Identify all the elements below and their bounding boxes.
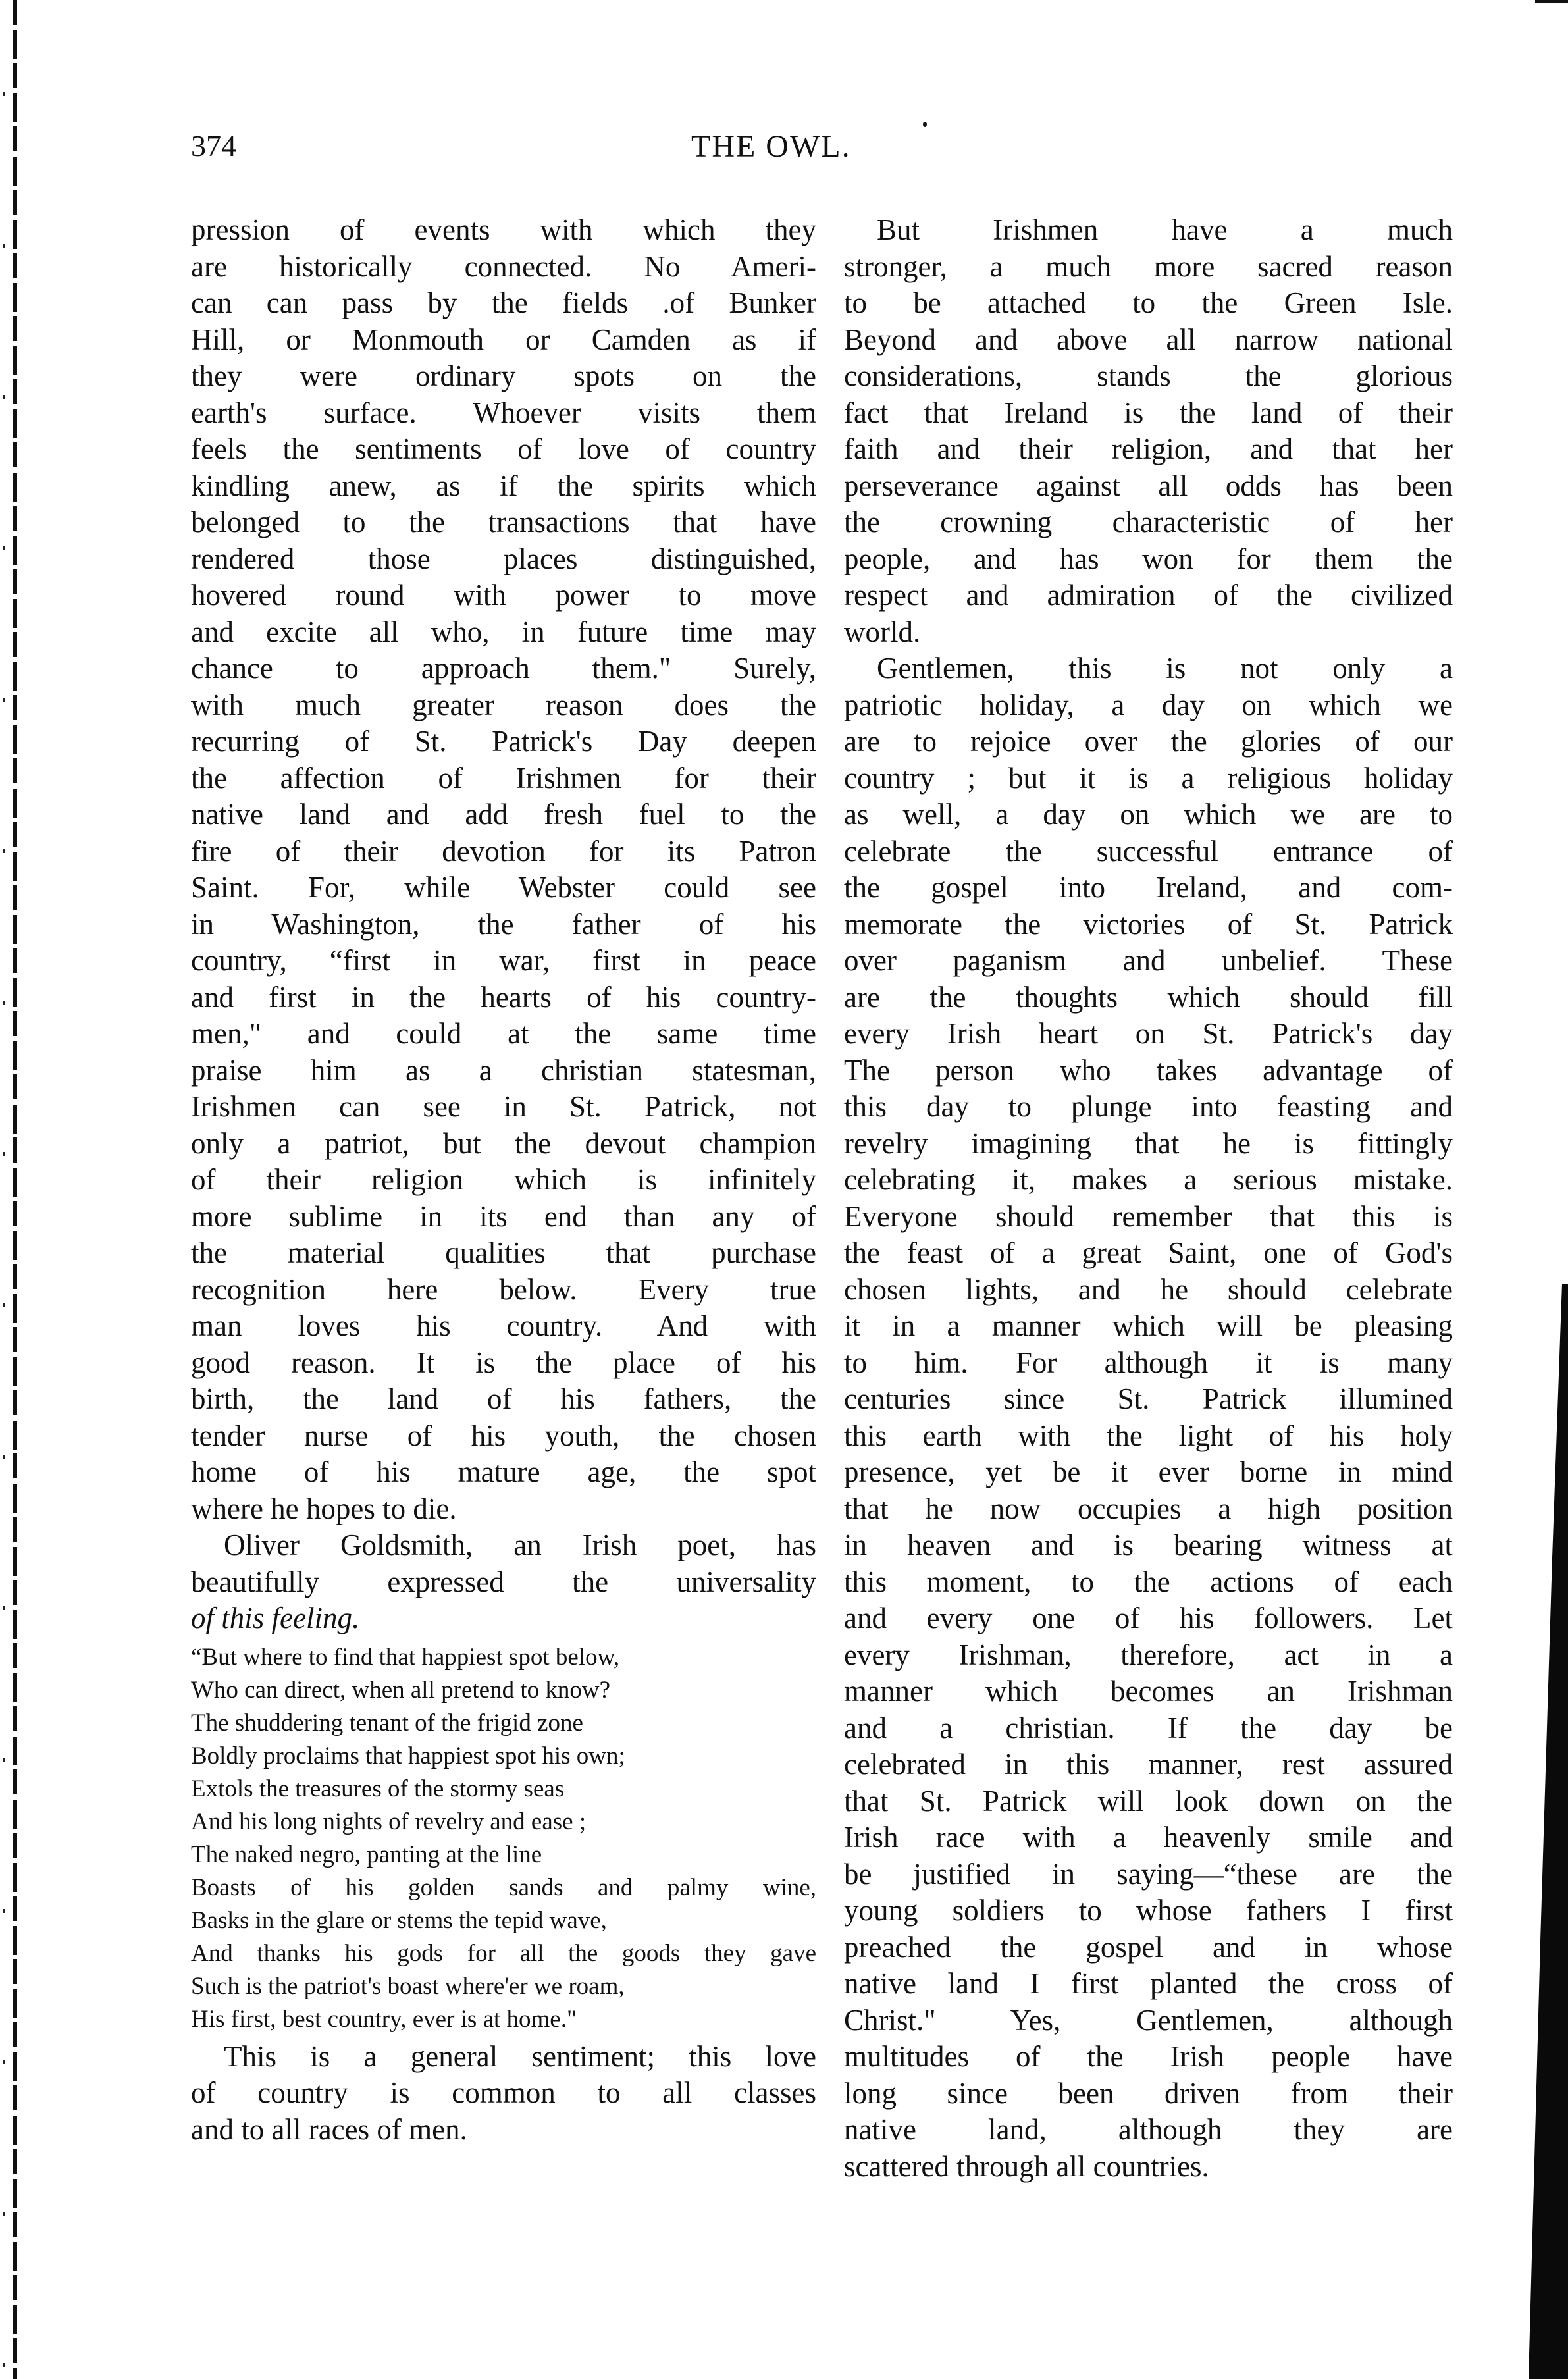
text-line: this earth with the light of his holy [844,1419,1453,1452]
text-line: perseverance against all odds has been [844,469,1453,502]
text-line: beautifully expressed the universality [191,1565,816,1598]
text-line: the gospel into Ireland, and com- [844,871,1453,904]
text-line: it in a manner which will be pleasing [844,1309,1453,1342]
text-line: this day to plunge into feasting and [844,1090,1453,1123]
text-line: Beyond and above all narrow national [844,323,1453,356]
text-line: presence, yet be it ever borne in mind [844,1455,1453,1488]
text-line: earth's surface. Whoever visits them [191,396,816,429]
text-line: every Irish heart on St. Patrick's day [844,1017,1453,1050]
text-line: and a christian. If the day be [844,1711,1453,1744]
text-line: the affection of Irishmen for their [191,761,816,795]
left-column [191,212,816,2148]
text-line: The person who takes advantage of [844,1053,1453,1087]
poem-quotation [191,1641,816,2036]
text-line: feels the sentiments of love of country [191,432,816,465]
poem-line: Extols the treasures of the stormy seas [191,1775,565,1802]
text-line: of their religion which is infinitely [191,1163,816,1196]
page-header [191,128,1451,174]
text-line: pression of events with which they [191,213,816,246]
poem-line: Boldly proclaims that happiest spot his own; [191,1742,625,1769]
text-line: over paganism and unbelief. These [844,944,1453,977]
text-line: stronger, a much more sacred reason [844,249,1453,283]
paragraph [191,2039,816,2149]
text-line: of country is common to all classes [191,2076,816,2109]
poem-line: Who can direct, when all pretend to know? [191,1676,610,1704]
text-line: that he now occupies a high position [844,1492,1453,1525]
text-line: revelry imagining that he is fittingly [844,1126,1453,1160]
text-line: this moment, to the actions of each [844,1565,1453,1598]
text-line: country, “first in war, first in peace [191,944,816,977]
text-line: the feast of a great Saint, one of God's [844,1236,1453,1269]
text-line: every Irishman, therefore, act in a [844,1638,1453,1671]
text-line: of this feeling. [191,1602,360,1634]
text-line: with much greater reason does the [191,688,816,721]
page-number: 374 [191,129,236,163]
text-line: more sublime in its end than any of [191,1199,816,1233]
poem-line: Basks in the glare or stems the tepid wave, [191,1906,607,1934]
scan-page-shadow [1529,1284,1568,2379]
text-line: belonged to the transactions that have [191,506,816,538]
text-line: to him. For although it is many [844,1346,1453,1379]
text-line: celebrate the successful entrance of [844,834,1453,868]
text-line: world. [844,615,921,648]
poem-line: Boasts of his golden sands and palmy wine, [191,1873,816,1901]
poem-line: His first, best country, ever is at home." [191,2005,577,2033]
text-line: native land I first planted the cross of [844,1967,1453,2000]
text-line: centuries since St. Patrick illumined [844,1382,1453,1415]
text-line: native land, although they are [844,2113,1453,2146]
text-line: fact that Ireland is the land of their [844,396,1453,429]
text-line: native land and add fresh fuel to the [191,798,816,831]
text-line: and excite all who, in future time may [191,615,816,648]
text-line: and every one of his followers. Let [844,1602,1453,1634]
scan-corner-mark [1535,0,1568,3]
text-line: people, and has won for them the [844,542,1453,575]
text-line: celebrated in this manner, rest assured [844,1748,1453,1781]
text-line: are the thoughts which should fill [844,980,1453,1014]
poem-line: “But where to find that happiest spot below, [191,1643,620,1671]
poem-line: And thanks his gods for all the goods they gave [191,1939,816,1967]
text-line: are to rejoice over the glories of our [844,725,1453,758]
text-line: the crowning characteristic of her [844,506,1453,538]
text-line: recognition here below. Every true [191,1272,816,1306]
text-line: chance to approach them." Surely, [191,652,816,685]
text-line: Irishmen can see in St. Patrick, not [191,1090,816,1123]
text-line: where he hopes to die. [191,1492,457,1525]
text-line: praise him as a christian statesman, [191,1053,816,1087]
text-line: long since been driven from their [844,2076,1453,2110]
poem-line: The shuddering tenant of the frigid zone [191,1709,583,1737]
text-line: Christ." Yes, Gentlemen, although [844,2003,1453,2037]
text-line: respect and admiration of the civilized [844,579,1453,612]
text-line: Hill, or Monmouth or Camden as if [191,323,816,356]
text-line: hovered round with power to move [191,579,816,612]
text-line: as well, a day on which we are to [844,798,1453,831]
text-line: to be attached to the Green Isle. [844,286,1453,319]
text-line: the material qualities that purchase [191,1236,816,1269]
poem-line: And his long nights of revelry and ease ; [191,1808,587,1835]
text-line: scattered through all countries. [844,2149,1209,2183]
paragraph [191,212,816,1527]
text-line: tender nurse of his youth, the chosen [191,1419,816,1452]
text-line: and to all races of men. [191,2112,467,2146]
text-line: memorate the victories of St. Patrick [844,907,1453,941]
text-line: multitudes of the Irish people have [844,2040,1453,2073]
text-line: fire of their devotion for its Patron [191,834,816,868]
running-title: THE OWL. [691,129,851,164]
text-line: preached the gospel and in whose [844,1930,1453,1964]
text-line: patriotic holiday, a day on which we [844,688,1453,721]
paragraph [844,650,1453,2185]
text-line: only a patriot, but the devout champion [191,1126,816,1160]
text-line: be justified in saying—“these are the [844,1857,1453,1891]
text-line: manner which becomes an Irishman [844,1675,1453,1708]
text-line: recurring of St. Patrick's Day deepen [191,725,816,758]
text-line: Irish race with a heavenly smile and [844,1821,1453,1854]
text-line: faith and their religion, and that her [844,432,1453,465]
text-line: man loves his country. And with [191,1309,816,1342]
text-line: in Washington, the father of his [191,907,816,941]
poem-line: Such is the patriot's boast where'er we roam, [191,1972,625,2000]
text-line: kindling anew, as if the spirits which [191,469,816,502]
text-line: they were ordinary spots on the [191,359,816,392]
text-line: Saint. For, while Webster could see [191,871,816,904]
text-line: home of his mature age, the spot [191,1455,816,1488]
text-line: But Irishmen have a much [877,213,1453,246]
scan-binding-edge [0,0,53,2379]
text-line: birth, the land of his fathers, the [191,1382,816,1415]
text-line: and first in the hearts of his country- [191,980,816,1014]
binding-specks [3,0,5,2379]
text-line: This is a general sentiment; this love [224,2039,816,2073]
text-line: Oliver Goldsmith, an Irish poet, has [224,1529,816,1561]
text-line: considerations, stands the glorious [844,359,1453,392]
text-line: Everyone should remember that this is [844,1199,1453,1233]
text-line: celebrating it, makes a serious mistake. [844,1163,1453,1196]
poem-line: The naked negro, panting at the line [191,1841,542,1868]
text-line: rendered those places distinguished, [191,542,816,575]
text-line: chosen lights, and he should celebrate [844,1272,1453,1306]
text-line: young soldiers to whose fathers I first [844,1894,1453,1927]
paragraph [844,212,1453,650]
text-line: men," and could at the same time [191,1017,816,1050]
paragraph [191,1527,816,1637]
text-line: country ; but it is a religious holiday [844,761,1453,795]
text-line: that St. Patrick will look down on the [844,1784,1453,1817]
binding-rule [13,0,17,2379]
text-line: Gentlemen, this is not only a [877,652,1453,685]
text-line: are historically connected. No Ameri- [191,249,816,283]
text-line: in heaven and is bearing witness at [844,1529,1453,1561]
scan-speck [923,122,927,127]
right-column [844,212,1453,2185]
text-line: good reason. It is the place of his [191,1346,816,1379]
text-line: can can pass by the fields .of Bunker [191,286,816,319]
